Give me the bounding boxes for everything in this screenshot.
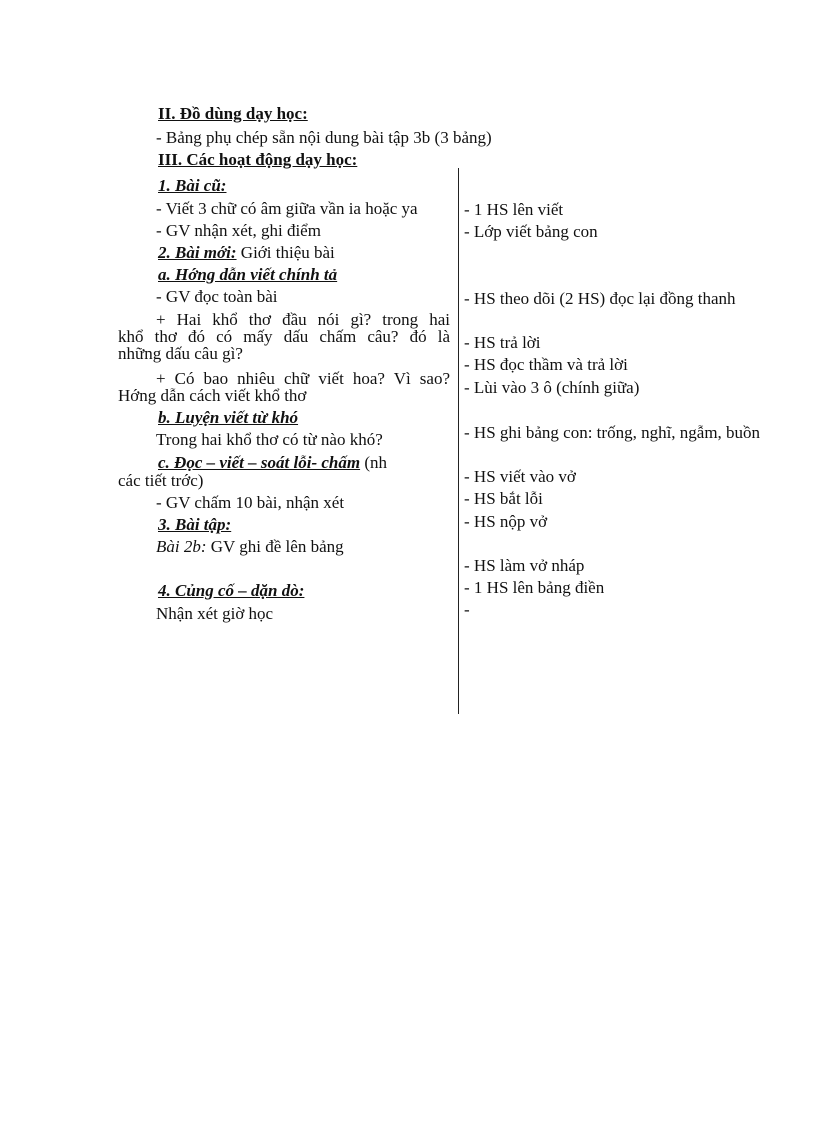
right-line: - HS đọc thầm và trả lời — [464, 355, 628, 374]
right-line: - HS trả lời — [464, 333, 541, 352]
right-line: - HS nộp vở — [464, 512, 548, 531]
subheading-difficult-words: b. Luyện viết từ khó — [158, 408, 299, 427]
left-line: - GV nhận xét, ghi điểm — [156, 221, 321, 240]
right-line: - 1 HS lên viết — [464, 200, 564, 219]
left-line: các tiết trớc) — [118, 471, 204, 490]
left-line: + Có bao nhiêu chữ viết hoa? Vì sao? — [156, 369, 450, 388]
subheading-read-write-row — [158, 453, 387, 473]
left-line: Trong hai khổ thơ có từ nào khó? — [156, 430, 383, 449]
left-line: Nhận xét giờ học — [156, 604, 274, 623]
left-line: khổ thơ đó có mấy dấu chấm câu? đó là — [118, 327, 450, 346]
subheading-read-write: c. Đọc – viết – soát lỗi- chấm — [158, 453, 361, 472]
subheading-new-lesson-row — [158, 243, 335, 263]
left-line: - GV chấm 10 bài, nhận xét — [156, 493, 345, 512]
left-line: + Hai khổ thơ đầu nói gì? trong hai — [156, 310, 450, 329]
left-line: Hớng dẫn cách viết khổ thơ — [118, 386, 307, 405]
right-line: - Lớp viết bảng con — [464, 222, 598, 241]
right-line: - 1 HS lên bảng điền — [464, 578, 605, 597]
left-line: - GV đọc toàn bài — [156, 287, 278, 306]
section-3-heading: III. Các hoạt động dạy học: — [158, 150, 358, 169]
subheading-new-lesson: 2. Bài mới: — [158, 243, 237, 262]
subheading-old-lesson: 1. Bài cũ: — [158, 176, 227, 195]
read-write-note: (nh — [360, 453, 387, 472]
right-line: - HS theo dõi (2 HS) đọc lại đồng thanh — [464, 289, 736, 308]
right-line: - Lùi vào 3 ô (chính giữa) — [464, 378, 640, 397]
exercise-text: GV ghi đề lên bảng — [206, 537, 344, 556]
column-divider — [458, 168, 459, 714]
new-lesson-intro: Giới thiệu bài — [236, 243, 335, 262]
right-line: - — [464, 600, 470, 619]
subheading-exercises: 3. Bài tập: — [158, 515, 232, 534]
subheading-consolidation: 4. Củng cố – dặn dò: — [158, 581, 305, 600]
section-2-heading: II. Đồ dùng dạy học: — [158, 104, 308, 123]
left-line: - Viết 3 chữ có âm giữa vần ia hoặc ya — [156, 199, 418, 218]
right-line: - HS ghi bảng con: trống, nghĩ, ngẫm, buồn — [464, 423, 761, 442]
exercise-label: Bài 2b: — [156, 537, 207, 556]
exercise-2b-row — [156, 537, 344, 557]
right-line: - HS làm vở nháp — [464, 556, 585, 575]
right-line: - HS viết vào vở — [464, 467, 576, 486]
subheading-dictation-guide: a. Hớng dẫn viết chính tả — [158, 265, 338, 284]
left-line: những dấu câu gì? — [118, 344, 243, 363]
right-line: - HS bắt lỗi — [464, 489, 543, 508]
section-2-item: - Bảng phụ chép sẵn nội dung bài tập 3b (3 bảng) — [156, 128, 492, 147]
